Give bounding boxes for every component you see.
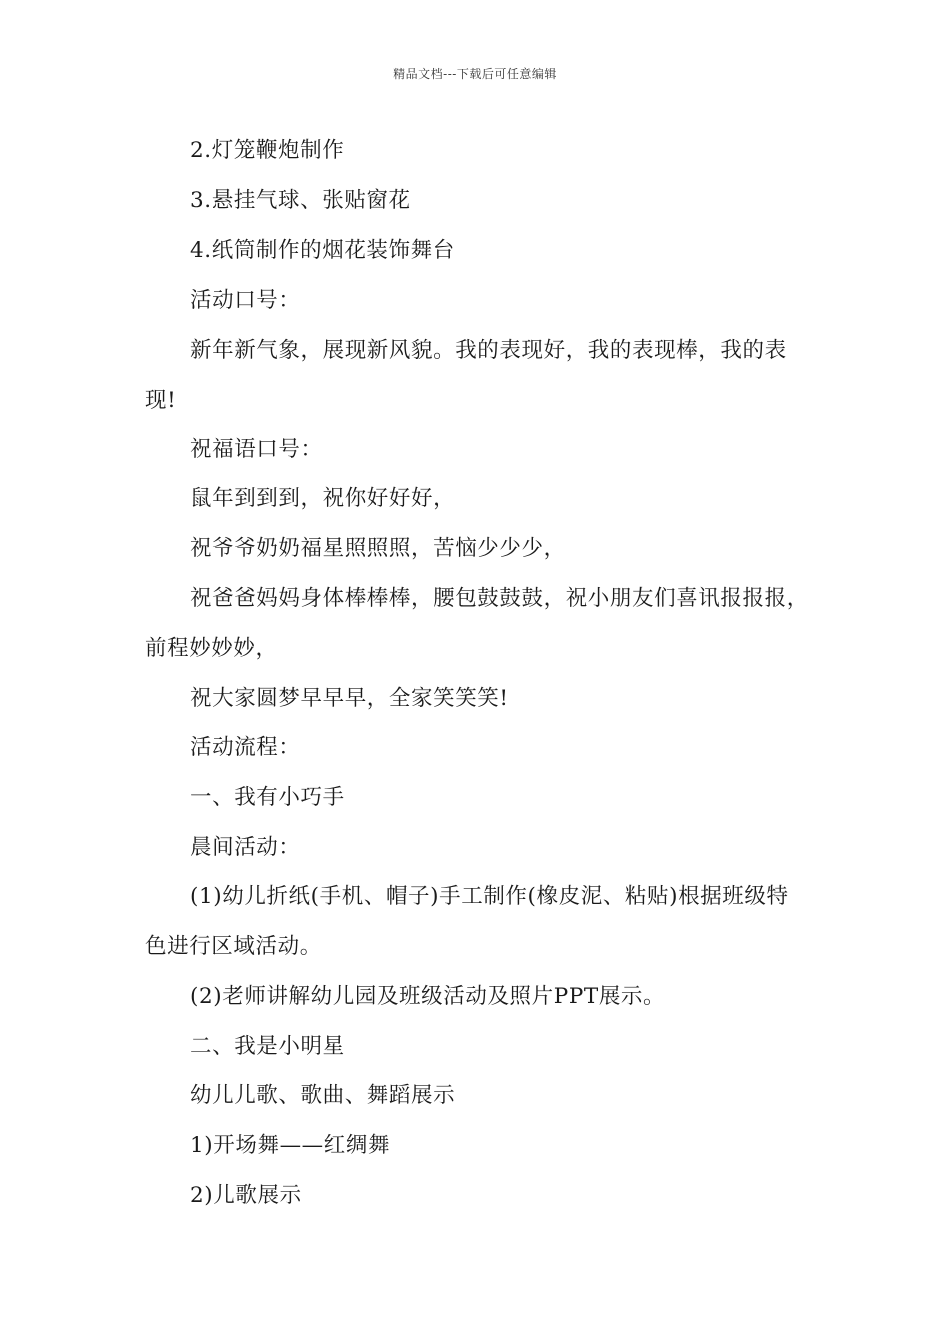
text-line: 二、我是小明星 <box>190 1034 345 1059</box>
text-line: 前程妙妙妙， <box>145 636 278 661</box>
text-line: 活动流程： <box>190 735 301 760</box>
text-line: 祝福语口号： <box>190 437 323 462</box>
page-header: 精品文档---下载后可任意编辑 <box>393 67 557 81</box>
text-line: 2)儿歌展示 <box>190 1183 302 1208</box>
text-line: 晨间活动： <box>190 835 301 860</box>
text-line: 幼儿儿歌、歌曲、舞蹈展示 <box>190 1083 456 1108</box>
text-line: 2.灯笼鞭炮制作 <box>190 138 345 163</box>
text-line: 色进行区域活动。 <box>145 934 322 959</box>
text-line: (2)老师讲解幼儿园及班级活动及照片PPT展示。 <box>190 984 666 1009</box>
text-line: 祝大家圆梦早早早，全家笑笑笑! <box>190 686 509 711</box>
text-line: 祝爸爸妈妈身体棒棒棒，腰包鼓鼓鼓，祝小朋友们喜讯报报报， <box>190 586 809 611</box>
text-line: 新年新气象，展现新风貌。我的表现好，我的表现棒，我的表 <box>190 338 787 363</box>
text-line: 3.悬挂气球、张贴窗花 <box>190 188 411 213</box>
text-line: (1)幼儿折纸(手机、帽子)手工制作(橡皮泥、粘贴)根据班级特 <box>190 884 789 909</box>
text-line: 4.纸筒制作的烟花装饰舞台 <box>190 238 455 263</box>
text-line: 活动口号： <box>190 288 301 313</box>
text-line: 祝爷爷奶奶福星照照照，苦恼少少少， <box>190 536 566 561</box>
text-line: 鼠年到到到，祝你好好好， <box>190 486 456 511</box>
text-line: 一、我有小巧手 <box>190 785 345 810</box>
text-line: 1)开场舞——红绸舞 <box>190 1133 391 1158</box>
text-line: 现! <box>145 388 177 413</box>
